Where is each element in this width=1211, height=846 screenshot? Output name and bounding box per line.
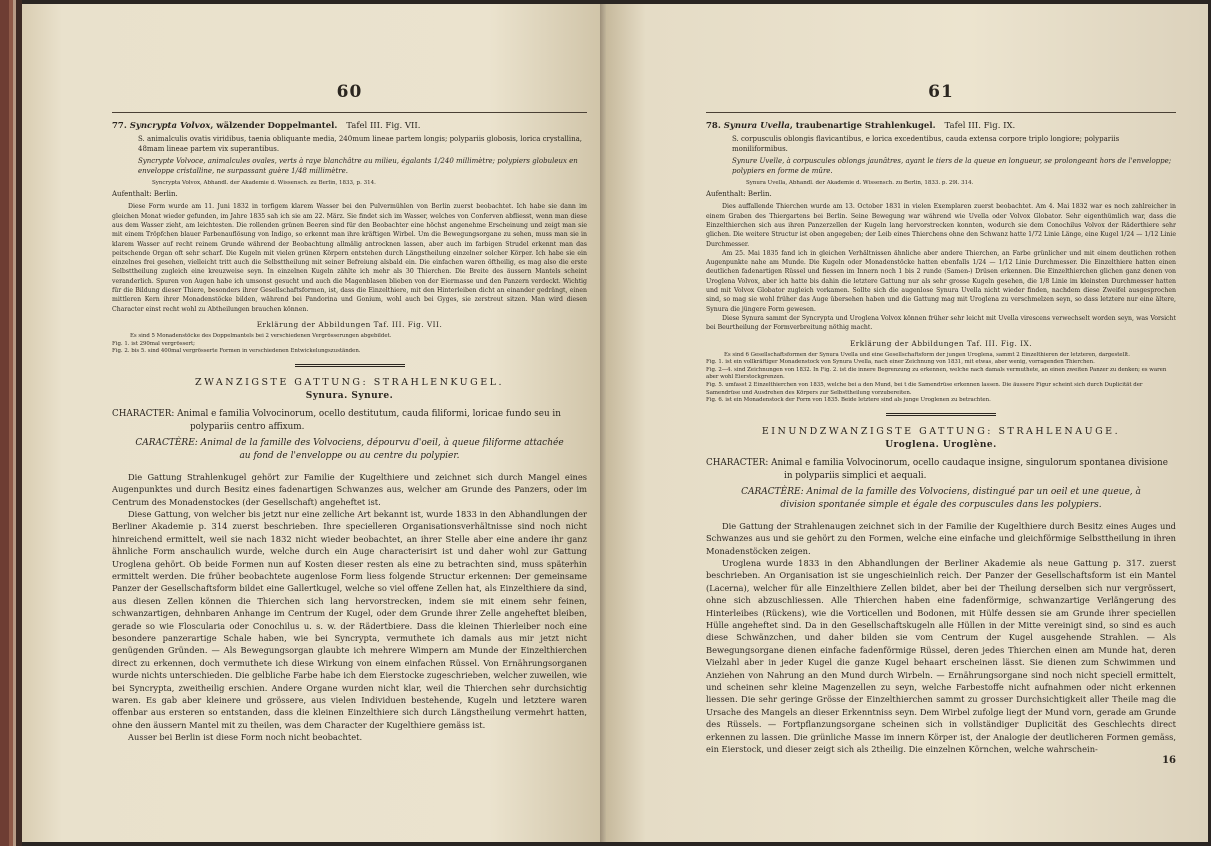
latin-diagnosis: S. animalculis ovatis viridibus, taenia obliquante media, 240mum lineae partem longis; polypariis globosis, lorica crystallina, 48mam lineae partem vix superantibus. [138, 135, 583, 153]
body-paragraph: Uroglena wurde 1833 in den Abhandlungen der Berliner Akademie als neue Gattung p. 317. zuerst beschrieben. An Organisation ist sie ungeschieinlich reich. Der Panzer der Gesellschaftsform ist ein Mantel (Lacerna), welcher für alle Einzelthiere Zellen bildet, aber bei der Theilung derselben sich nur vergrössert, ohne sich abzuschliessen. Alle Thierchen haben eine fadenförmige, schwanzartige Verlängerung des Hinterleibes (Rückens), wie die Vorticellen und Bodonen, mit Hülfe dessen sie am Grunde ihrer speciellen Hülle angeheftet sind. Da in den Gesellschaftskugeln alle Hüllen in der Mitte vereinigt sind, so sind es auch diese Schwänzchen, und daher bilden sie vom Centrum der Kugel ausgehende Strahlen. — Als Bewegungsorgane dienen einfache fadenförmige Rüssel, deren jedes Thierchen einen am Munde hat, deren Vielzahl aber in jeder Kugel die ganze Kugel behaart erscheinen lässt. Sie dienen zum Schwimmen und Anziehen von Nahrung an den Mund durch Wirbeln. — Ernährungsorgane sind noch nicht speciell ermittelt, und scheinen sehr kleine Magenzellen zu seyn, welche Farbestoffe nicht aufnahmen oder nicht erkennen liessen. Die sehr geringe Grösse der Einzelthierchen sammt zu grosser Durchsichtigkeit aller Theile mag die Ursache des Mangels an dieser Erkenntniss seyn. Dem Wirbel zufolge liegt der Mund vorn, gerade am Grunde des Rüssels. — Fortpflanzungsorgane scheinen sich in vollständiger Duplicität des Geschlechts direct erkennen zu lassen. Die grünliche Masse im innern Körper ist, der Analogie der deutlicheren Formen gemäss, ein Eierstock, und dieser zeigt sich als 2theilig. Die einzelnen Körnchen, welche wahrschein- [706, 557, 1176, 754]
catchword-row [706, 755, 1176, 769]
right-page [606, 4, 1208, 842]
character-label: CHARACTER: [112, 408, 175, 419]
character-text: Animal e familia Volvocinorum, ocello destitutum, cauda filiformi, loricae fundo seu in [177, 408, 561, 419]
page-number: 61 [928, 82, 954, 102]
species-common-name: , traubenartige Strahlenkugel. [789, 121, 936, 131]
genus-character [112, 408, 587, 434]
genus-name: Synura. Synure. [305, 390, 394, 401]
species-description: Am 25. Mai 1835 fand ich in gleichen Verhältnissen ähnliche aber andere Thierchen, an Farbe grünlicher und mit einem deutlichen rothen Augenpunkte nahe am Munde. Die Kugeln oder Monadenstöcke hatten ebenfalls 1/24 — 1/12 Linie Durchmesser. Die Einzelthiere hatten einen deutlichen fadenartigen Rüssel und fiessen im Innern noch 1 bis 2 runde (Samen-) Drüsen erkennen. Die Einzelthierchen glichen ganz denen von Uroglena Volvox, aber ich hatte bis dahin die letztere Gattung nur als sehr grosse Kugeln gesehen, die 1/8 Linie im kleinsten Durchmesser hatten und mit Volvox Globator zugleich vorkamen. Sollte sich die augenlose Synura Uvella nicht wieder finden, nachdem diese Zweifel ausgesprochen sind, so mag sie wohl früher das Auge übersehen haben und die Gattung mag mit Uroglena zu verschmelzen seyn, so dass letztere nur eine ältere, Synura die jüngere Form gewesen. [706, 249, 1176, 313]
body-paragraph: Diese Gattung, von welcher bis jetzt nur eine zelliche Art bekannt ist, wurde 1833 in den Abhandlungen der Berliner Akademie p. 314 zuerst beschrieben. Ihre specielleren Organisationsverhältnisse sind noch nicht hinreichend ermittelt, weil sie nach 1832 nicht wieder beobachtet, an ihrer Stelle aber eine andere ihr ganz ähnliche Form anschaulich wurde, welche durch ein Auge characterisirt ist und daher wohl zur Gattung Uroglena gehört. Ob beide Formen nun auf Kosten dieser resten als eine zu betrachten sind, muss späterhin ermittelt werden. Die früher beobachtete augenlose Form liess folgende Structur erkennen: Der gemeinsame Panzer der Gesellschaftsform bildet eine Gallertkugel, welche so viel offene Zellen hat, als Einzelthiere da sind, aus diesen Zellen können die Thierchen sich lang hervorstrecken, indem sie mit einem sehr feinen, schwanzartigen, dehnbaren Anhange im Centrum der Kugel, oder dem Grunde ihrer Zelle angeheftet bleiben, gerade so wie Floscularia oder Conochilus u. s. w. der Rädertbiere. Dass die kleinen Thierleiber noch eine besondere panzerartige Schale haben, wie bei Syncrypta, vermuthete ich damals aus mir jetzt nicht genügenden Gründen. — Als Bewegungsorgan glaubte ich mehrere Wimpern am Munde der Einzelthierchen direct zu erkennen, doch vermuthete ich diese Wirkung von einem einfachen Rüssel. Von Ernährungsorganen wurde nichts unterschieden. Die gelbliche Farbe habe ich dem Eierstocke zugeschrieben, welcher zuweilen, wie bei Syncrypta, zweitheilig erschien. Andere Organe wurden nicht klar, weil die Thierchen sehr durchsichtig waren. Es gab aber kleinere und grössere, aus vielen Individuen bestehende, Kugeln und letztere waren offenbar aus ersteren so entstanden, dass die kleinen Einzelthiere sich durch Längstheilung vermehrt hatten, ohne den äussern Mantel mit zu theilen, was dem Character der Kugelthiere gemäss ist. [112, 508, 587, 730]
genus-character-french: CARACTÈRE: Animal de la famille des Volvociens, distingué par un oeil et une queue, à division spontanée simple et égale des corpuscules dans les polypiers. [741, 486, 1141, 510]
section-divider [295, 364, 405, 367]
species-number: 77. [112, 121, 127, 131]
genus-name: Uroglena. Uroglène. [885, 439, 997, 450]
species-description: Diese Synura sammt der Syncrypta und Uroglena Volvox können früher sehr leicht mit Uvella virescens verwechselt worden seyn, was Vorsicht bei Beurtheilung der Formverbreitung nöthig macht. [706, 314, 1176, 332]
genus-section-title: ZWANZIGSTE GATTUNG: STRAHLENKUGEL. [194, 376, 505, 388]
character-text: Animal e familia Volvocinorum, ocello caudaque insigne, singulorum spontanea divisione [771, 457, 1168, 468]
body-paragraph: Die Gattung der Strahlenaugen zeichnet sich in der Familie der Kugelthiere durch Besitz eines Auges und Schwanzes aus und sie gehört zu den Formen, welche eine einfache und gleichförmige Selbsttheilung in ihren Monadenstöcken zeigen. [706, 520, 1176, 556]
habitat: Aufenthalt: Berlin. [112, 190, 178, 199]
genus-character [706, 457, 1176, 483]
figure-explanation-title: Erklärung der Abbildungen Taf. III. Fig. IX. [849, 338, 1033, 348]
header-rule [706, 112, 1176, 113]
body-paragraph: Ausser bei Berlin ist diese Form noch nicht beobachtet. [128, 732, 363, 743]
plate-reference: Tafel III. Fig. IX. [944, 121, 1016, 131]
species-name: Syncrypta Volvox [129, 121, 211, 131]
species-name: Synura Uvella [723, 121, 790, 131]
species-common-name: , wälzender Doppelmantel. [210, 121, 338, 131]
species-heading [112, 121, 587, 132]
book-cover-edge [0, 0, 22, 846]
character-label: CHARACTER: [706, 457, 769, 468]
literature-reference: Syncrypta Volvox, Abhandl. der Akademie d. Wissensch. zu Berlin, 1833, p. 314. [152, 180, 376, 187]
body-paragraph: Die Gattung Strahlenkugel gehört zur Familie der Kugelthiere und zeichnet sich durch Mangel eines Augenpunktes und durch Besitz eines fadenartigen Schwanzes aus, welcher am Grunde des Panzers, oder im Centrum des Monadenstockes (der Gesellschaft) angeheftet ist. [112, 471, 587, 507]
figure-caption: Fig. 1. ist ein vollkräftiger Monadenstock von Synura Uvella, nach einer Zeichnung von 1831, mit etwas, aber wenig, vorragenden Thierchen. [706, 359, 1095, 366]
page-number: 60 [336, 82, 363, 102]
left-page [22, 4, 606, 842]
left-column [112, 82, 587, 744]
character-text-cont: in polypariis simplici et aequali. [784, 470, 927, 481]
figure-caption: Fig. 5. umfasst 2 Einzelthierchen von 1835, welche bei a den Mund, bei t die Samendrüse erkennen lassen. Die äussere Figur scheint sich durch Duplicität der Samendrüse und Ausdrehen des Körpers zur Selbsttheilung vorzubereiten. [706, 381, 1143, 396]
figure-explanation-intro: Es sind 6 Gesellschaftsformen der Synura Uvella und eine Gesellschaftsform der jungen Uroglena, sammt 2 Einzelthieren der letzteren, dargestellt. [724, 351, 1130, 358]
figure-caption: Fig. 2—4. sind Zeichnungen von 1832. In Fig. 2. ist die innere Begrenzung zu erkennen, welche nach damals vermuthete, an einen zweiten Panzer zu denken; es waren aber wohl Eierstockgrenzen. [706, 366, 1167, 381]
figure-explanation-intro: Es sind 5 Monadenstöcke des Doppelmantels bei 2 verschiedenen Vergrösserungen abgebildet. [130, 332, 392, 339]
figure-caption: Fig. 6. ist ein Monadenstock der Form von 1835. Beide letztere sind als junge Uroglenen zu betrachten. [706, 397, 991, 404]
genus-character-french: CARACTÈRE: Animal de la famille des Volvociens, dépourvu d'oeil, à queue filiforme attachée au fond de l'enveloppe ou au centre du polypier. [135, 437, 564, 461]
habitat: Aufenthalt: Berlin. [706, 190, 772, 199]
species-description: Dies auffallende Thierchen wurde am 13. October 1831 in vielen Exemplaren zuerst beobachtet. Am 4. Mai 1832 war es noch zahlreicher in einem Graben des Thiergartens bei Berlin. Seine Bewegung war während wie Uvella oder Volvox Globator. Sehr eigenthümlich war, dass die Einzelthierchen sich aus ihren Panzerzellen der Kugeln lang hervorstrecken konnten, wodurch sie dem Conochilus Volvox der Räderthiere sehr glichen. Die weitere Structur ist oben angegeben; der Leib eines Thierchens ohne den Schwanz hatte 1/72 Linie Länge, eine Kugel 1/24 — 1/12 Linie Durchmesser. [706, 203, 1176, 248]
figure-caption: Fig. 1. ist 290mal vergrössert; [112, 340, 195, 347]
french-diagnosis: Synure Uvelle, à corpuscules oblongs jaunâtres, ayant le tiers de la queue en longueur, se prolongeant hors de l'enveloppe; polypiers en forme de mûre. [732, 157, 1172, 175]
signature-mark: 16 [1162, 755, 1176, 767]
genus-section-title: EINUNDZWANZIGSTE GATTUNG: STRAHLENAUGE. [761, 425, 1121, 437]
latin-diagnosis: S. corpusculis oblongis flavicantibus, e lorica excedentibus, cauda extensa corpore triplo longiore; polypariis moniliformibus. [732, 135, 1120, 153]
figure-caption: Fig. 2. bis 5. sind 400mal vergrösserte Formen in verschiedenen Entwickelungszuständen. [112, 348, 361, 355]
section-divider [886, 413, 996, 416]
figure-explanation-title: Erklärung der Abbildungen Taf. III. Fig. VII. [256, 319, 443, 329]
character-text-cont: polypariis centro affixum. [190, 421, 305, 432]
species-heading [706, 121, 1176, 132]
literature-reference: Synura Uvella, Abhandl. der Akademie d. Wissensch. zu Berlin, 1833. p. 29l. 314. [746, 180, 974, 187]
plate-reference: Tafel III. Fig. VII. [346, 121, 421, 131]
species-description: Diese Form wurde am 11. Juni 1832 in torfigem klarem Wasser bei den Pulvermühlen von Berlin zuerst beobachtet. Ich habe sie dann im gleichen Monat wieder gefunden, im Jahre 1835 sah ich sie am 22. März. Sie findet sich im Wasser, welches von Conferven abfliesst, wenn man diese aus dem Wasser zieht, am leichtesten. Die rollenden grünen Beeren sind für den Beobachter eine höchst angenehme Erscheinung und zeigt man sie mit einem Tröpfchen blauer Farbenauflösung von Indigo, so erkennt man ihre kräftigen Wirbel. Um die Bewegungsorgane zu sehen, muss man sie in klarem Wasser auf recht reinem Grunde während der Beobachtung allmälig antrocknen lassen, aber auch im farbigen Strudel erkennt man das peitschende Organ oft sehr scharf. Die Kugeln mit vielen grünen Körpern entstehen durch Längstheilung einzelner solcher Körper. Ich habe sie ein einzelnes frei gesehen, vielleicht tritt auch die Selbsttheilung mit seiner Befreiung alsbald ein. Die einfachen waren öftheilig, es mag also die erste Selbsttheilung zugleich eine kreuzweise seyn. In einzelnen Kugeln zählte ich mehr als 30 Thierchen. Die Breite des äussern Mantels scheint veranderlich. Spuren von Augen habe ich umsonst gesucht und auch die Magenblasen blieben von der Eiermasse und den Panzern verdeckt. Wichtig für die Bildung dieser Thiere, besonders ihrer Gesellschaftsformen, ist, dass die Einzelthiere, mit den Hinterleiben dicht an einander gedrängt, einen mittleren Kern ihrer Monadenstöcke bilden, während bei Pandorina und Gonium, wohl auch bei Gyges, sie zerstreut sitzen. Man wird diesen Character einst recht wohl zu Abtheilungen brauchen können. [112, 203, 587, 313]
right-column [706, 82, 1176, 769]
header-rule [112, 112, 587, 113]
species-number: 78. [706, 121, 721, 131]
french-diagnosis: Syncrypte Volvoce, animalcules ovales, verts à raye blanchâtre au milieu, égalants 1/240 millimètre; polypiers globuleux en enveloppe cristalline, ne surpassant guère 1/48 millimètre. [138, 157, 578, 175]
